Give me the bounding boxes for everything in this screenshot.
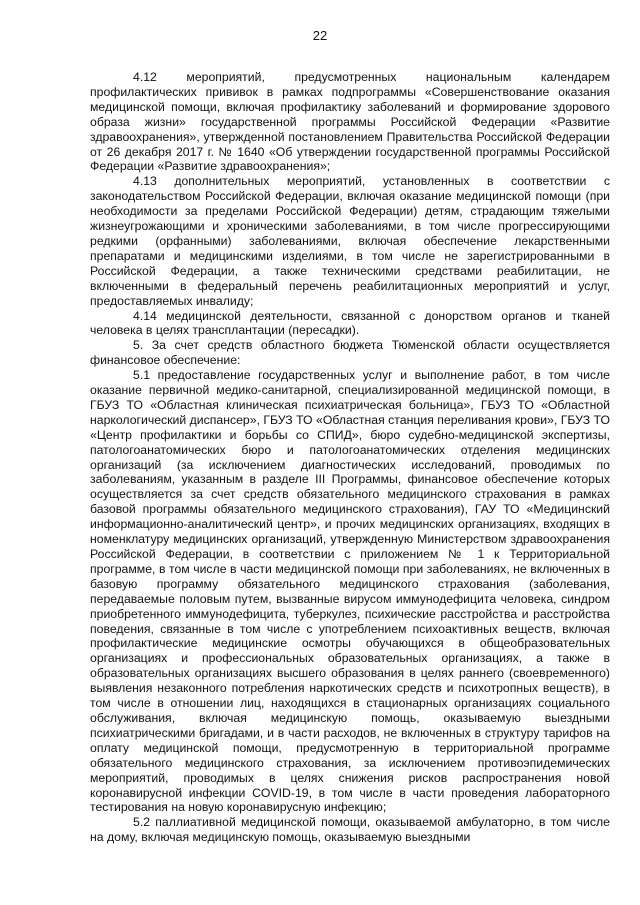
paragraph-4-13: 4.13 дополнительных мероприятий, установленных в соответствии с законодательством Российской Федерации, включая оказание медицинской помощи (при необходимости за пределами Российской Федерации) детям, страдающим тяжелыми жизнеугрожающими и хроническими заболеваниями, в том числе прогрессирующими редкими (орфанными) заболеваниями, включая обеспечение лекарственными препаратами и медицинскими изделиями, в том числе не зарегистрированными в Российской Федерации, а также техническими средствами реабилитации, не включенными в федеральный перечень реабилитационных мероприятий и услуг, предоставляемых инвалиду; [90,174,610,308]
document-body [90,70,610,845]
page-number: 22 [312,28,328,43]
paragraph-4-14: 4.14 медицинской деятельности, связанной с донорством органов и тканей человека в целях трансплантации (пересадки). [90,308,610,338]
paragraph-5-2: 5.2 паллиативной медицинской помощи, оказываемой амбулаторно, в том числе на дому, включая медицинскую помощь, оказываемую выездными [90,815,610,845]
paragraph-5: 5. За счет средств областного бюджета Тюменской области осуществляется финансовое обеспечение: [90,338,610,368]
paragraph-5-1: 5.1 предоставление государственных услуг и выполнение работ, в том числе оказание первичной медико-санитарной, специализированной медицинской помощи, в ГБУЗ ТО «Областная клиническая психиатрическая больница», ГБУЗ ТО «Областной наркологический диспансер», ГБУЗ ТО «Областная станция переливания крови», ГБУЗ ТО «Центр профилактики и борьбы со СПИД», бюро судебно-медицинской экспертизы, патологоанатомических бюро и патологоанатомических отделения медицинских организаций (за исключением диагностических исследований, проводимых по заболеваниям, указанным в разделе III Программы, финансовое обеспечение которых осуществляется за счет средств обязательного медицинского страхования в рамках базовой программы обязательного медицинского страхования), ГАУ ТО «Медицинский информационно-аналитический центр», и прочих медицинских организациях, входящих в номенклатуру медицинских организаций, утвержденную Министерством здравоохранения Российской Федерации, в соответствии с приложением № 1 к Территориальной программе, в том числе в части медицинской помощи при заболеваниях, не включенных в базовую программу обязательного медицинского страхования (заболевания, передаваемые половым путем, вызванные вирусом иммунодефицита человека, синдром приобретенного иммунодефицита, туберкулез, психические расстройства и расстройства поведения, связанные в том числе с употреблением психоактивных веществ, включая профилактические медицинские осмотры обучающихся в общеобразовательных организациях и профессиональных образовательных организациях, а также в образовательных организациях высшего образования в целях раннего (своевременного) выявления незаконного потребления наркотических средств и психотропных веществ), в том числе в отношении лиц, находящихся в стационарных организациях социального обслуживания, включая медицинскую помощь, оказываемую выездными психиатрическими бригадами, и в части расходов, не включенных в структуру тарифов на оплату медицинской помощи, предусмотренную в территориальной программе обязательного медицинского страхования, за исключением противоэпидемических мероприятий, проводимых в целях снижения рисков распространения новой коронавирусной инфекции COVID-19, в том числе в части проведения лабораторного тестирования на новую коронавирусную инфекцию; [90,368,610,815]
paragraph-4-12: 4.12 мероприятий, предусмотренных национальным календарем профилактических прививок в рамках подпрограммы «Совершенствование оказания медицинской помощи, включая профилактику заболеваний и формирование здорового образа жизни» государственной программы Российской Федерации «Развитие здравоохранения», утвержденной постановлением Правительства Российской Федерации от 26 декабря 2017 г. № 1640 «Об утверждении государственной программы Российской Федерации «Развитие здравоохранения»; [90,70,610,174]
